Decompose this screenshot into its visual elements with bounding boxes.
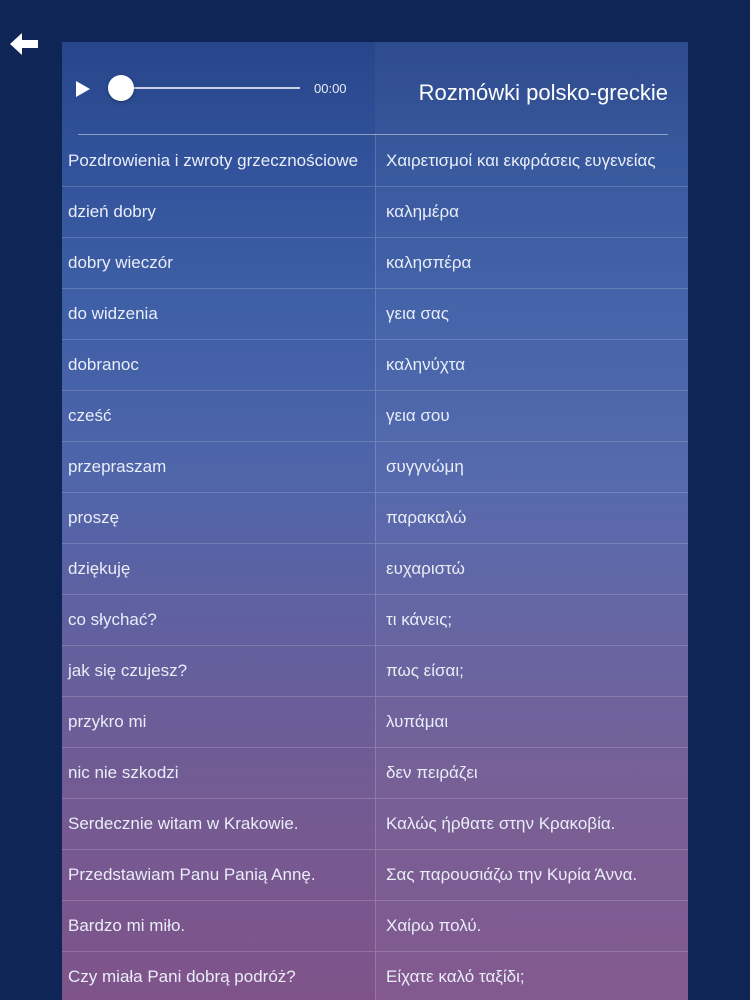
phrase-greek: δεν πειράζει xyxy=(375,748,688,798)
phrase-row[interactable] xyxy=(62,595,688,646)
phrase-greek: Είχατε καλό ταξίδι; xyxy=(375,952,688,1000)
phrase-row[interactable] xyxy=(62,697,688,748)
arrow-left-icon xyxy=(8,30,40,58)
phrase-polish: dobry wieczór xyxy=(68,253,173,272)
phrase-greek: καλημέρα xyxy=(375,187,688,237)
phrase-polish: dobranoc xyxy=(68,355,139,374)
phrase-row[interactable] xyxy=(62,544,688,595)
phrase-greek: Καλώς ήρθατε στην Κρακοβία. xyxy=(375,799,688,849)
phrase-polish: jak się czujesz? xyxy=(68,661,188,680)
phrase-greek: πως είσαι; xyxy=(375,646,688,696)
phrase-greek: ευχαριστώ xyxy=(375,544,688,594)
phrase-greek: Σας παρουσιάζω την Κυρία Άννα. xyxy=(375,850,688,900)
play-button[interactable] xyxy=(72,78,94,100)
phrase-polish: co słychać? xyxy=(68,610,157,629)
phrase-list xyxy=(62,135,688,1000)
player-header xyxy=(62,42,688,135)
phrase-row[interactable] xyxy=(62,748,688,799)
phrase-greek: καληνύχτα xyxy=(375,340,688,390)
phrase-polish: Bardzo mi miło. xyxy=(68,916,186,935)
phrase-greek: παρακαλώ xyxy=(375,493,688,543)
phrase-polish: proszę xyxy=(68,508,120,527)
play-icon xyxy=(72,78,94,100)
phrase-greek: καλησπέρα xyxy=(375,238,688,288)
slider-knob[interactable] xyxy=(108,75,134,101)
phrase-polish: przepraszam xyxy=(68,457,167,476)
phrase-greek: λυπάμαι xyxy=(375,697,688,747)
page-title: Rozmówki polsko-greckie xyxy=(418,80,668,105)
phrase-greek: γεια σας xyxy=(375,289,688,339)
phrase-row[interactable] xyxy=(62,493,688,544)
section-header-row[interactable] xyxy=(62,135,688,187)
phrase-row[interactable] xyxy=(62,901,688,952)
phrase-greek: τι κάνεις; xyxy=(375,595,688,645)
time-label: 00:00 xyxy=(314,81,347,96)
phrase-row[interactable] xyxy=(62,850,688,901)
phrase-row[interactable] xyxy=(62,340,688,391)
section-title-greek: Χαιρετισμοί και εκφράσεις ευγενείας xyxy=(375,135,688,186)
phrase-row[interactable] xyxy=(62,187,688,238)
phrase-greek: συγγνώμη xyxy=(375,442,688,492)
audio-progress-slider[interactable] xyxy=(108,74,300,102)
phrase-polish: Przedstawiam Panu Panią Annę. xyxy=(68,865,316,884)
phrase-greek: Χαίρω πολύ. xyxy=(375,901,688,951)
slider-track xyxy=(122,87,300,89)
phrase-row[interactable] xyxy=(62,646,688,697)
phrase-polish: do widzenia xyxy=(68,304,158,323)
phrase-row[interactable] xyxy=(62,442,688,493)
phrase-polish: cześć xyxy=(68,406,112,425)
phrase-row[interactable] xyxy=(62,952,688,1000)
phrase-polish: nic nie szkodzi xyxy=(68,763,179,782)
phrasebook-panel xyxy=(62,42,688,1000)
phrase-row[interactable] xyxy=(62,799,688,850)
phrase-polish: dzień dobry xyxy=(68,202,156,221)
phrase-polish: Czy miała Pani dobrą podróż? xyxy=(68,967,296,986)
phrase-row[interactable] xyxy=(62,289,688,340)
back-button[interactable] xyxy=(8,30,40,58)
phrase-row[interactable] xyxy=(62,238,688,289)
phrase-greek: γεια σου xyxy=(375,391,688,441)
phrase-polish: dziękuję xyxy=(68,559,131,578)
section-title-polish: Pozdrowienia i zwroty grzecznościowe xyxy=(68,150,359,170)
phrase-row[interactable] xyxy=(62,391,688,442)
phrase-polish: Serdecznie witam w Krakowie. xyxy=(68,814,299,833)
phrase-polish: przykro mi xyxy=(68,712,147,731)
